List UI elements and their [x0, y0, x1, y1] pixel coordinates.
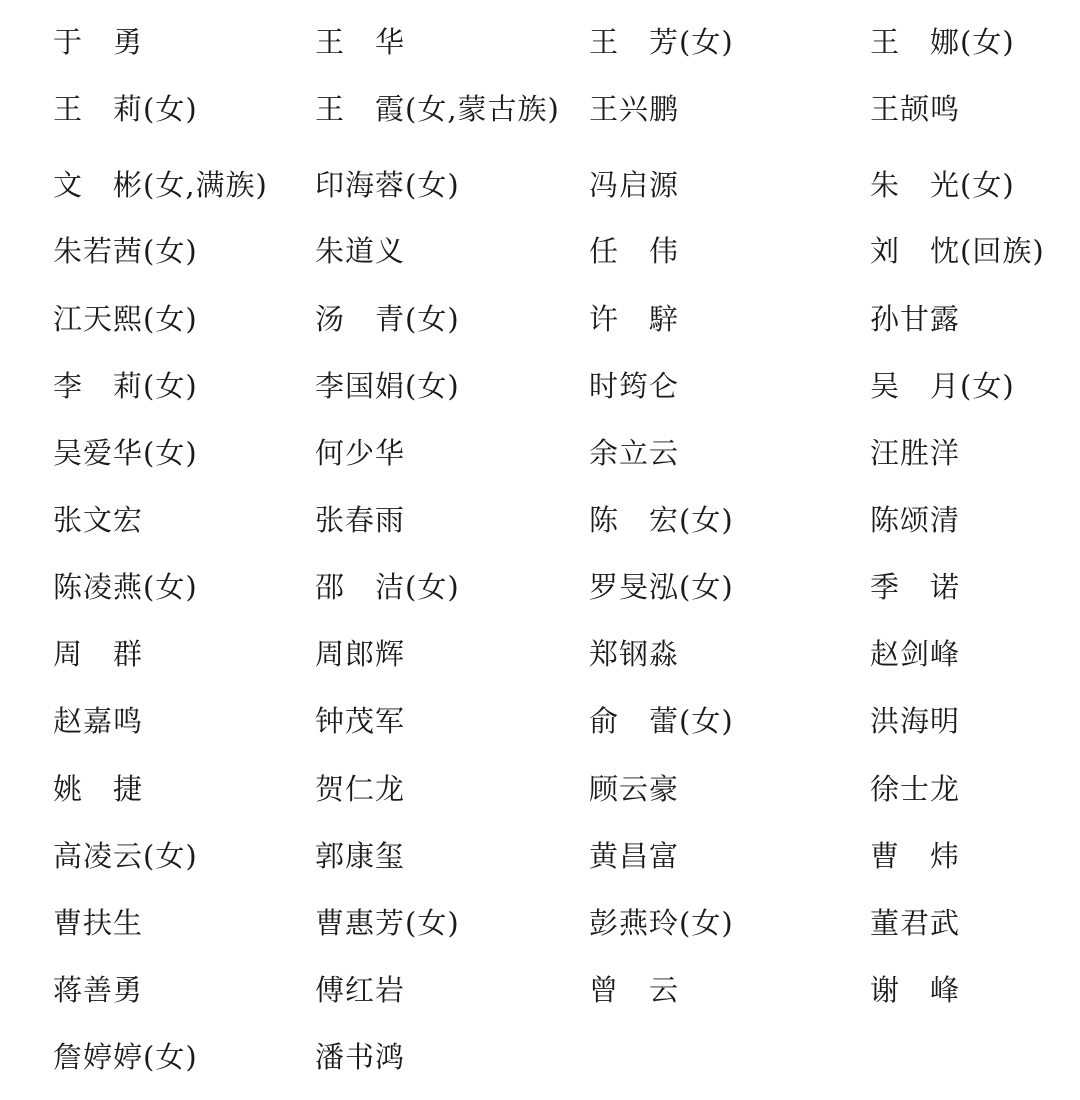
name-entry: 贺仁龙 — [315, 772, 406, 806]
name-entry: 冯启源 — [589, 168, 680, 202]
name-row — [0, 624, 1080, 684]
name-entry: 张春雨 — [315, 503, 406, 537]
name-row — [0, 221, 1080, 281]
name-entry: 汪胜洋 — [870, 436, 961, 470]
name-row — [0, 826, 1080, 886]
name-entry: 江天熙(女) — [53, 302, 198, 336]
name-entry: 朱 光(女) — [870, 168, 1015, 202]
name-entry: 钟茂军 — [315, 704, 406, 738]
name-entry: 王颉鸣 — [870, 92, 961, 126]
name-entry: 高凌云(女) — [53, 839, 198, 873]
name-entry: 吴 月(女) — [870, 369, 1015, 403]
name-entry: 陈凌燕(女) — [53, 570, 198, 604]
name-entry: 汤 青(女) — [315, 302, 460, 336]
name-entry: 刘 忱(回族) — [870, 234, 1045, 268]
name-row — [0, 79, 1080, 139]
name-entry: 王 芳(女) — [589, 25, 734, 59]
name-entry: 郑钢淼 — [589, 637, 680, 671]
name-entry: 许 騂 — [589, 302, 680, 336]
name-entry: 王 莉(女) — [53, 92, 198, 126]
name-entry: 朱若茜(女) — [53, 234, 198, 268]
name-entry: 黄昌富 — [589, 839, 680, 873]
name-row — [0, 289, 1080, 349]
name-entry: 邵 洁(女) — [315, 570, 460, 604]
name-row — [0, 893, 1080, 953]
name-entry: 俞 蕾(女) — [589, 704, 734, 738]
name-entry: 王 华 — [315, 25, 406, 59]
name-entry: 曹 炜 — [870, 839, 961, 873]
name-entry: 于 勇 — [53, 25, 144, 59]
name-row — [0, 423, 1080, 483]
name-entry: 曹扶生 — [53, 906, 144, 940]
name-entry: 陈颂清 — [870, 503, 961, 537]
name-entry: 曹惠芳(女) — [315, 906, 460, 940]
name-entry: 李 莉(女) — [53, 369, 198, 403]
name-entry: 时筠仑 — [589, 369, 680, 403]
name-entry: 印海蓉(女) — [315, 168, 460, 202]
name-entry: 谢 峰 — [870, 973, 961, 1007]
name-entry: 姚 捷 — [53, 772, 144, 806]
name-entry: 曾 云 — [589, 973, 680, 1007]
name-entry: 傅红岩 — [315, 973, 406, 1007]
name-row — [0, 1027, 1080, 1087]
name-entry: 顾云豪 — [589, 772, 680, 806]
name-entry: 李国娟(女) — [315, 369, 460, 403]
name-entry: 洪海明 — [870, 704, 961, 738]
name-row — [0, 759, 1080, 819]
name-entry: 何少华 — [315, 436, 406, 470]
name-entry: 徐士龙 — [870, 772, 961, 806]
name-entry: 文 彬(女,满族) — [53, 168, 268, 202]
name-entry: 彭燕玲(女) — [589, 906, 734, 940]
name-entry: 余立云 — [589, 436, 680, 470]
name-row — [0, 356, 1080, 416]
name-entry: 罗旻泓(女) — [589, 570, 734, 604]
name-entry: 陈 宏(女) — [589, 503, 734, 537]
name-entry: 吴爱华(女) — [53, 436, 198, 470]
name-entry: 董君武 — [870, 906, 961, 940]
name-entry: 赵剑峰 — [870, 637, 961, 671]
name-entry: 任 伟 — [589, 234, 680, 268]
name-entry: 王 霞(女,蒙古族) — [315, 92, 560, 126]
name-entry: 蒋善勇 — [53, 973, 144, 1007]
name-row — [0, 557, 1080, 617]
name-row — [0, 960, 1080, 1020]
name-entry: 张文宏 — [53, 503, 144, 537]
name-entry: 赵嘉鸣 — [53, 704, 144, 738]
name-entry: 季 诺 — [870, 570, 961, 604]
name-entry: 王 娜(女) — [870, 25, 1015, 59]
name-row — [0, 155, 1080, 215]
name-entry: 孙甘露 — [870, 302, 961, 336]
name-entry: 朱道义 — [315, 234, 406, 268]
name-entry: 詹婷婷(女) — [53, 1040, 198, 1074]
name-entry: 王兴鹏 — [589, 92, 680, 126]
name-entry: 周 群 — [53, 637, 144, 671]
name-row — [0, 691, 1080, 751]
name-entry: 郭康玺 — [315, 839, 406, 873]
name-row — [0, 12, 1080, 72]
name-entry: 周郎辉 — [315, 637, 406, 671]
name-entry: 潘书鸿 — [315, 1040, 406, 1074]
name-row — [0, 490, 1080, 550]
